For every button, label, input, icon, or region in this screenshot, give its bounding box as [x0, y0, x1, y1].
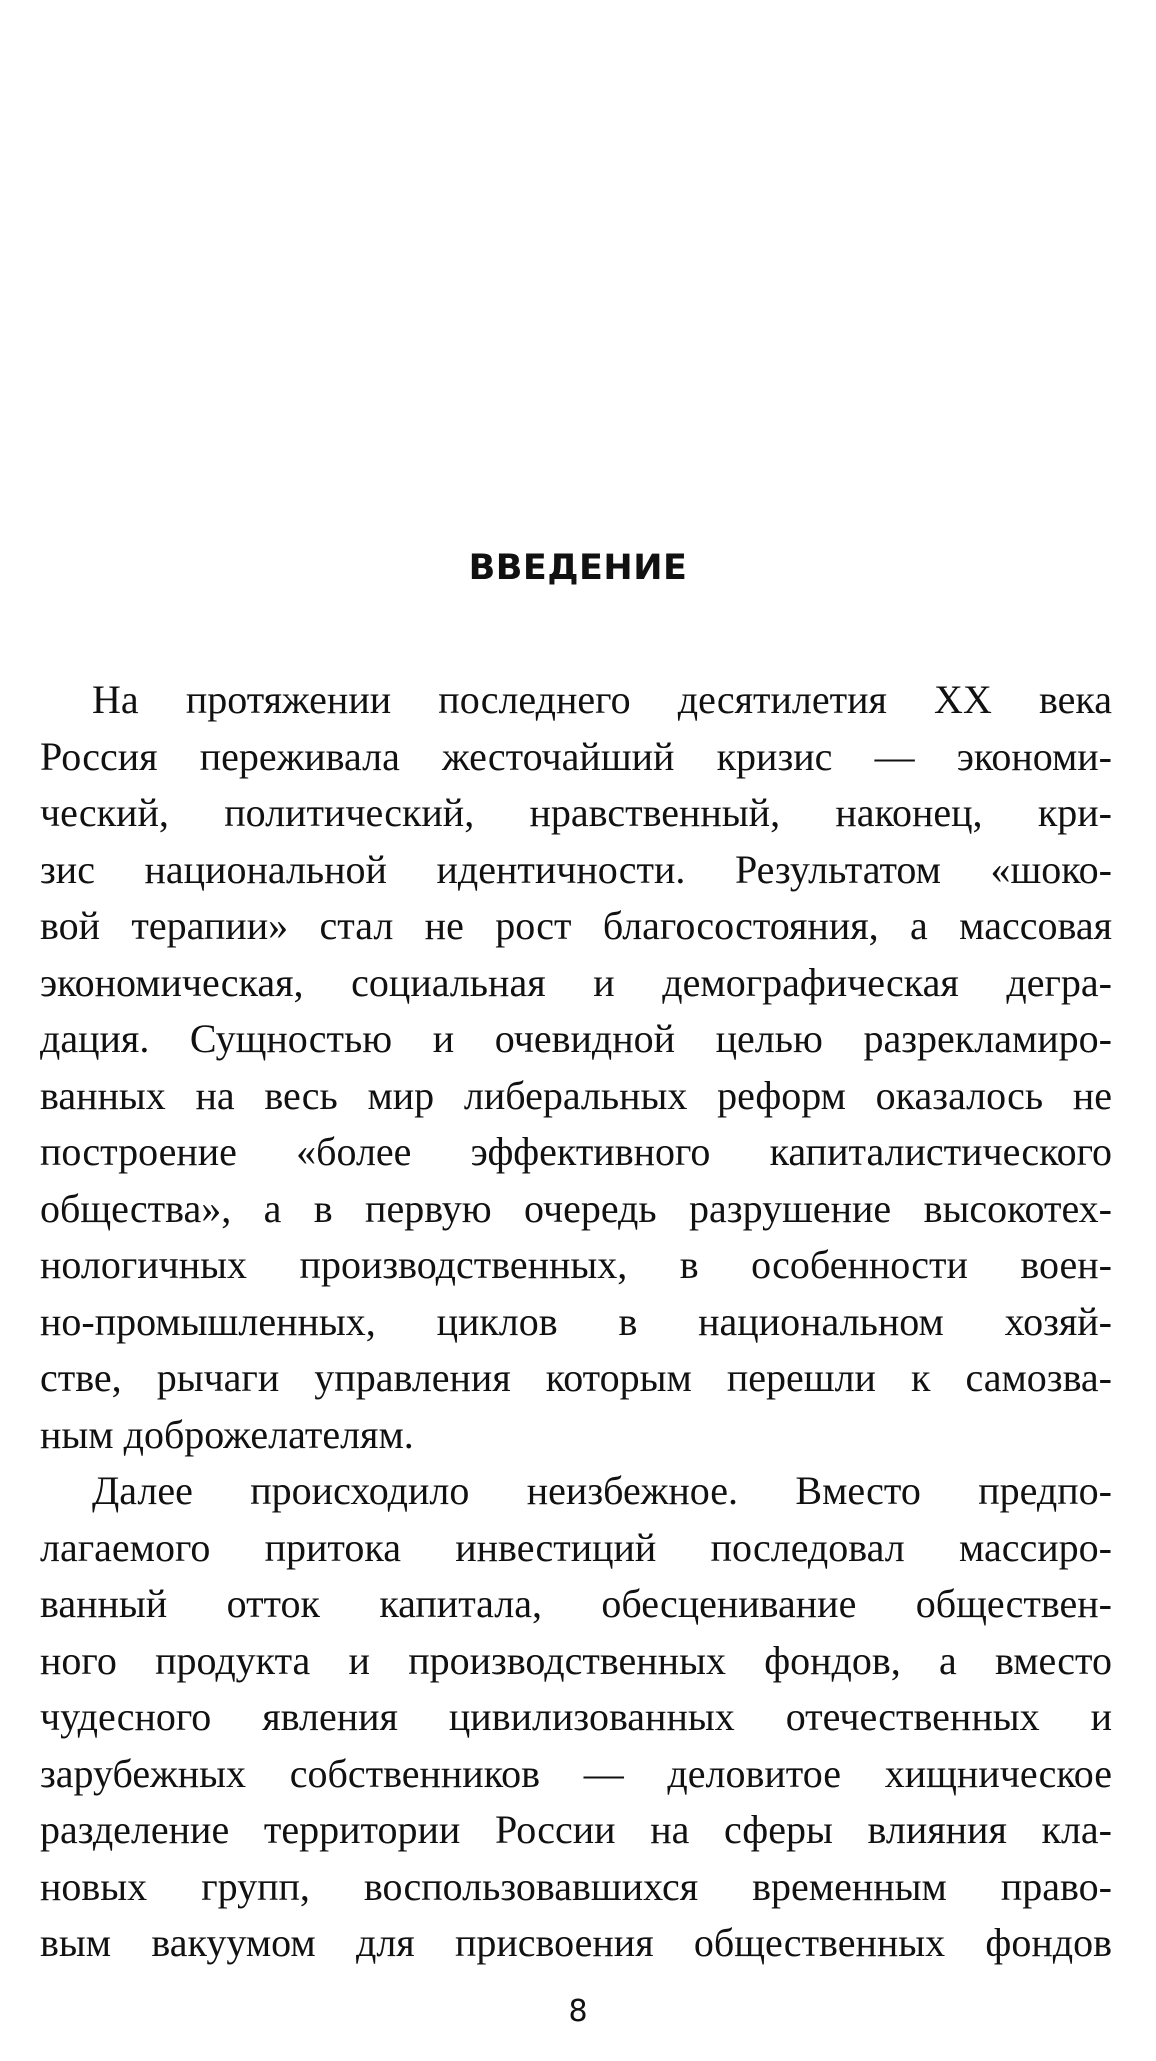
text-line: чудесного явления цивилизованных отечественных и — [40, 1694, 1112, 1739]
text-line: стве, рычаги управления которым перешли к самозва- — [40, 1355, 1112, 1400]
text-line: нологичных производственных, в особенности воен- — [40, 1242, 1112, 1287]
chapter-title: ВВЕДЕНИЕ — [468, 548, 688, 588]
text-line: ванных на весь мир либеральных реформ оказалось не — [40, 1072, 1112, 1118]
text-line: зис национальной идентичности. Результатом «шоко- — [40, 846, 1112, 892]
text-line: но-промышленных, циклов в национальном хозяй- — [40, 1298, 1112, 1344]
text-line: зарубежных собственников — деловитое хищническое — [40, 1750, 1112, 1796]
text-line: лагаемого притока инвестиций последовал массиро- — [40, 1524, 1112, 1570]
text-line: Далее происходило неизбежное. Вместо предпо- — [92, 1468, 1112, 1513]
text-line: ного продукта и производственных фондов, а вместо — [40, 1637, 1112, 1683]
body-text — [40, 672, 1112, 1972]
text-line: ческий, политический, нравственный, наконец, кри- — [40, 790, 1112, 835]
text-line: экономическая, социальная и демографическая дегра- — [40, 959, 1112, 1005]
text-line: ным доброжелателям. — [40, 1411, 414, 1457]
text-line: новых групп, воспользовавшихся временным право- — [40, 1863, 1112, 1909]
page-number: 8 — [568, 1994, 588, 2029]
paragraph-2 — [40, 1463, 1112, 1972]
text-line: общества», а в первую очередь разрушение высокотех- — [40, 1185, 1112, 1231]
text-line: ванный отток капитала, обесценивание обществен- — [40, 1581, 1112, 1626]
text-line: разделение территории России на сферы влияния кла- — [40, 1807, 1112, 1852]
text-line: вой терапии» стал не рост благосостояния, а массовая — [40, 903, 1112, 948]
text-line: построение «более эффективного капиталистического — [40, 1129, 1112, 1174]
text-line: вым вакуумом для присвоения общественных фондов — [40, 1920, 1112, 1965]
text-line: Россия переживала жесточайший кризис — экономи- — [40, 733, 1112, 779]
text-line: На протяжении последнего десятилетия XX века — [92, 677, 1112, 722]
text-line: дация. Сущностью и очевидной целью разрекламиро- — [40, 1016, 1112, 1061]
paragraph-1 — [40, 672, 1112, 1463]
